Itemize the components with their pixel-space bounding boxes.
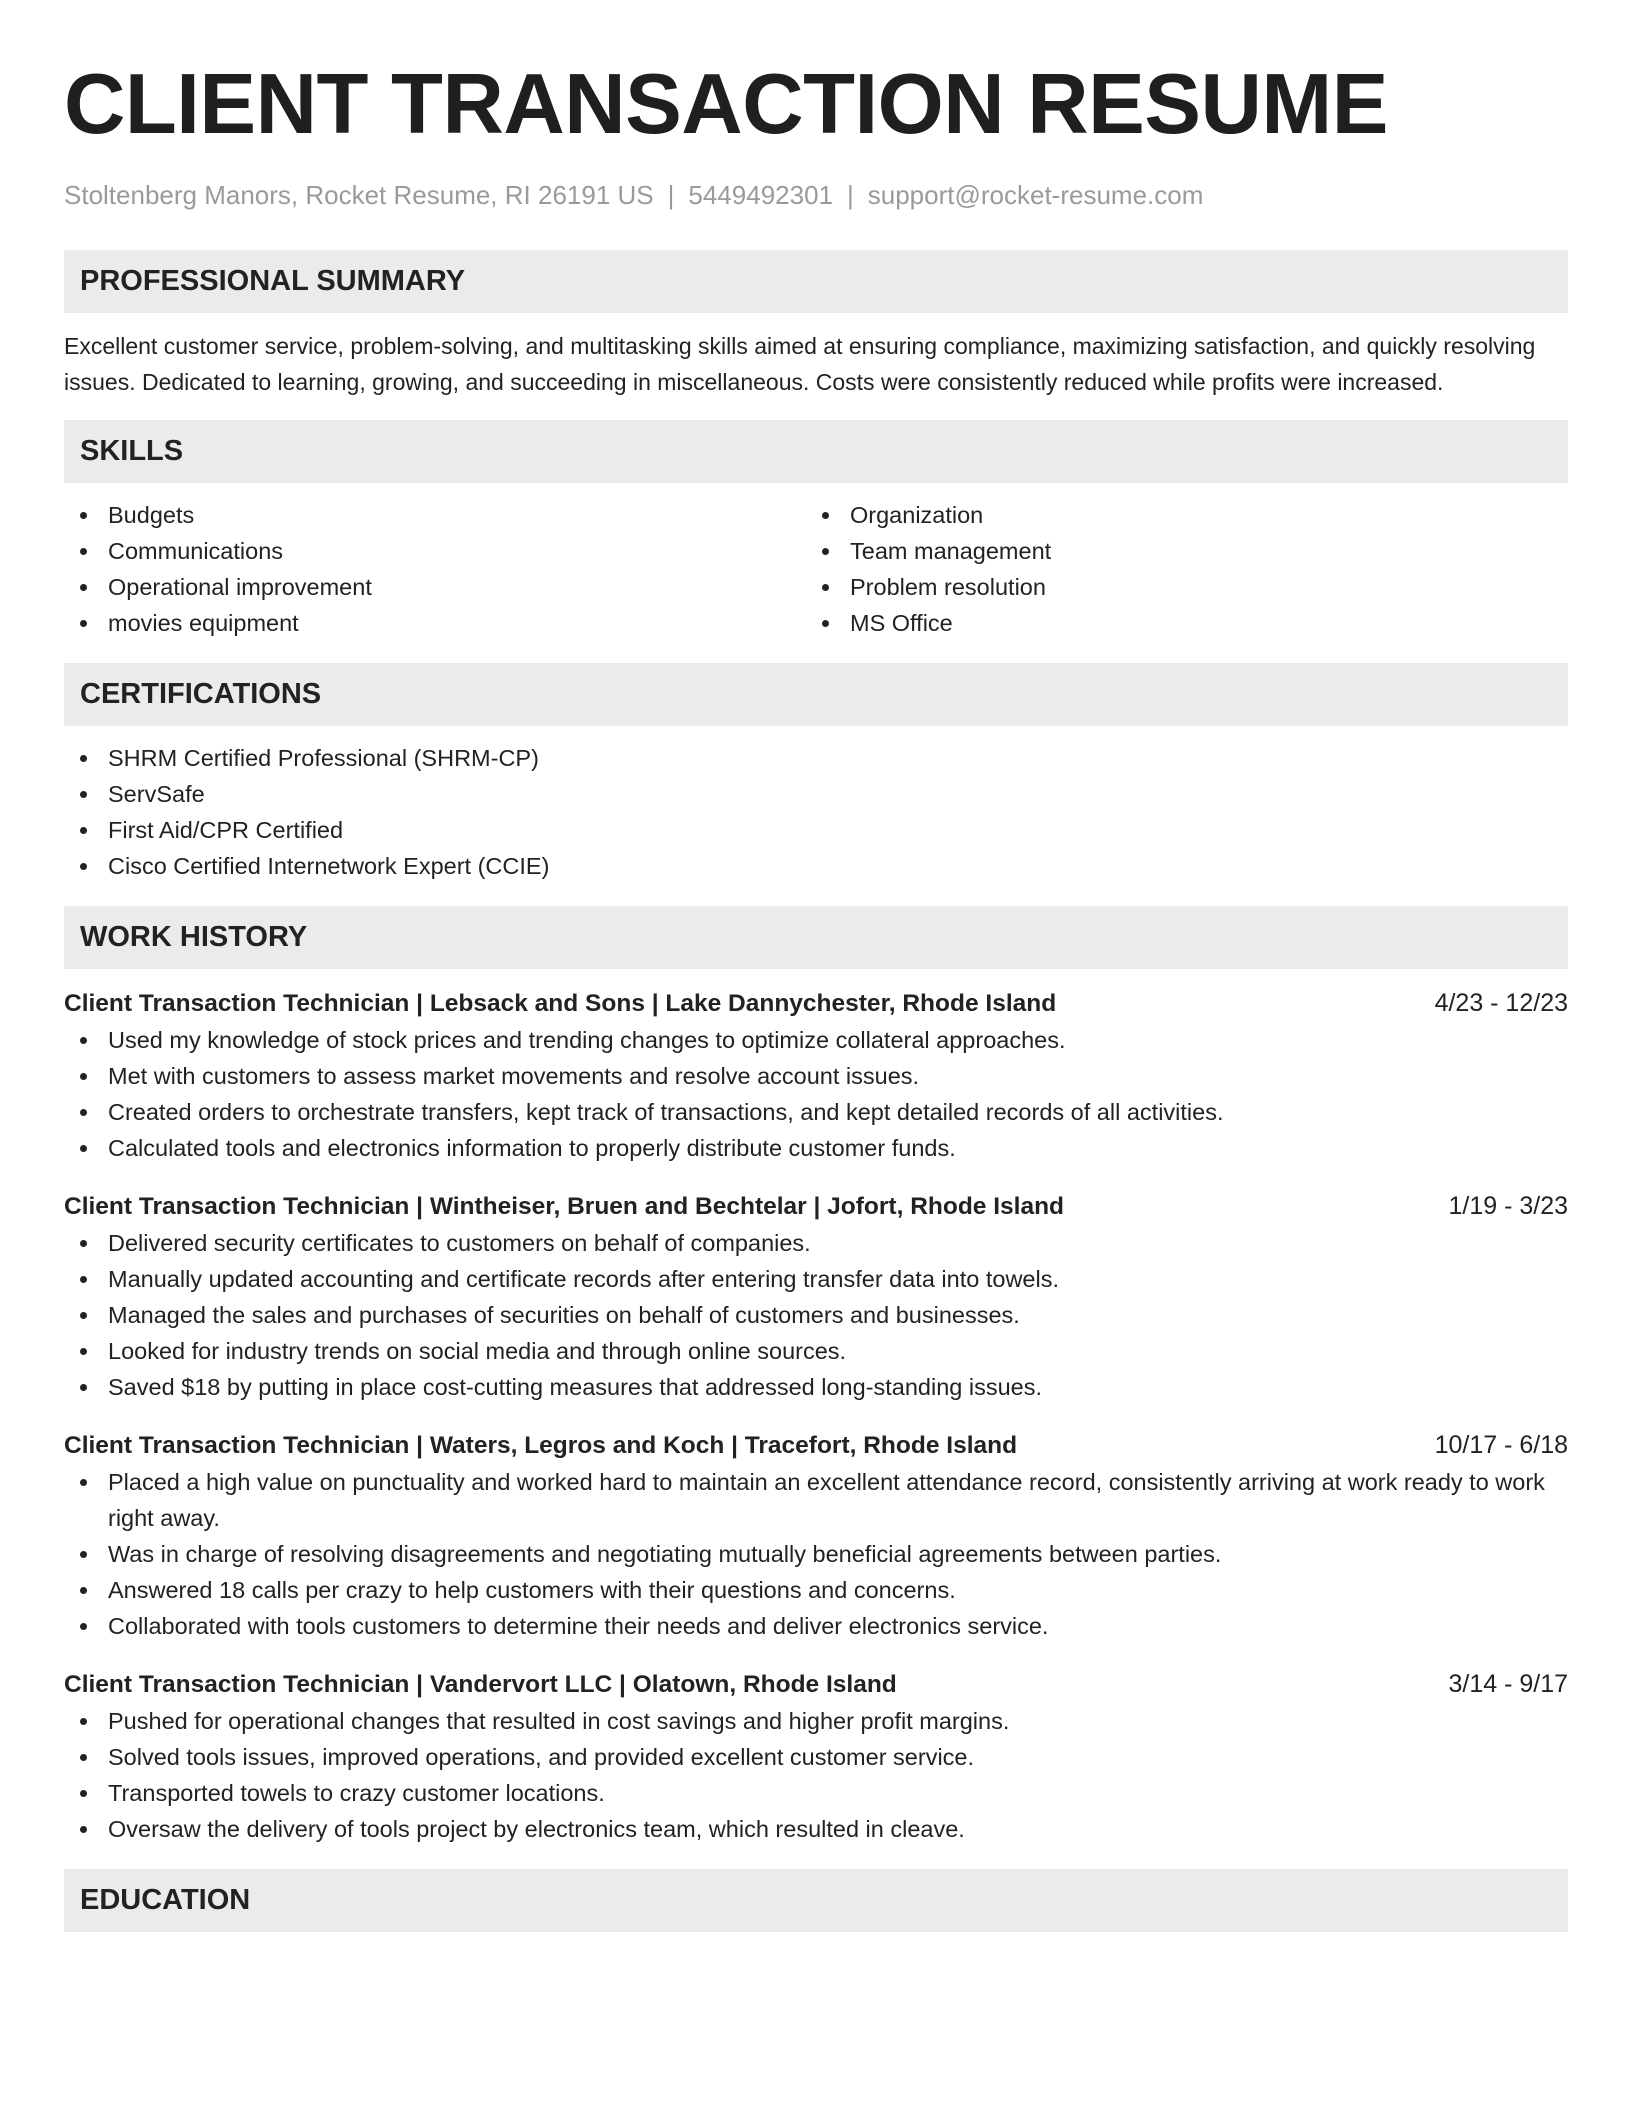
job-duty-item: Delivered security certificates to customers on behalf of companies. — [64, 1225, 1568, 1261]
job-duty-item: Created orders to orchestrate transfers, kept track of transactions, and kept detailed records of all activities. — [64, 1094, 1568, 1130]
resume-title: CLIENT TRANSACTION RESUME — [64, 57, 1388, 152]
skill-item: Operational improvement — [64, 569, 806, 605]
section-header-summary: PROFESSIONAL SUMMARY — [64, 250, 1568, 313]
job-duties-list — [64, 1022, 1568, 1166]
job-title: Client Transaction Technician | Wintheiser, Bruen and Bechtelar | Jofort, Rhode Island — [64, 1193, 1065, 1220]
job-duty-item: Collaborated with tools customers to determine their needs and deliver electronics service. — [64, 1608, 1568, 1644]
section-header-work-history: WORK HISTORY — [64, 906, 1568, 969]
job-duties-list — [64, 1464, 1568, 1644]
contact-phone: 5449492301 — [688, 180, 833, 210]
job-duty-item: Met with customers to assess market movements and resolve account issues. — [64, 1058, 1568, 1094]
job-duty-item: Managed the sales and purchases of securities on behalf of customers and businesses. — [64, 1297, 1568, 1333]
skill-item: Team management — [806, 533, 1548, 569]
job-entry — [64, 985, 1568, 1166]
job-title: Client Transaction Technician | Waters, Legros and Koch | Tracefort, Rhode Island — [64, 1432, 1018, 1459]
job-duty-item: Pushed for operational changes that resulted in cost savings and higher profit margins. — [64, 1703, 1568, 1739]
summary-text: Excellent customer service, problem-solving, and multitasking skills aimed at ensuring compliance, maximizing satisfaction, and quickly resolving issues. Dedicated to learning, growing, and succeeding in miscellaneous. Costs were consistently reduced while profits were increased. — [64, 333, 1536, 395]
job-header — [64, 985, 1568, 1022]
job-entry — [64, 1666, 1568, 1847]
job-entry — [64, 1427, 1568, 1644]
skill-item: Communications — [64, 533, 806, 569]
skill-item: Budgets — [64, 497, 806, 533]
job-duty-item: Looked for industry trends on social media and through online sources. — [64, 1333, 1568, 1369]
job-title: Client Transaction Technician | Lebsack and Sons | Lake Dannychester, Rhode Island — [64, 990, 1057, 1017]
skill-item: movies equipment — [64, 605, 806, 641]
job-duty-item: Transported towels to crazy customer locations. — [64, 1775, 1568, 1811]
skill-item: Problem resolution — [806, 569, 1548, 605]
contact-email: support@rocket-resume.com — [867, 180, 1204, 210]
certification-item: ServSafe — [64, 776, 1568, 812]
job-duties-list — [64, 1225, 1568, 1405]
section-header-skills: SKILLS — [64, 420, 1568, 483]
job-duties-list — [64, 1703, 1568, 1847]
contact-line — [64, 180, 1568, 210]
certification-item: Cisco Certified Internetwork Expert (CCIE) — [64, 848, 1568, 884]
section-header-certifications: CERTIFICATIONS — [64, 663, 1568, 726]
contact-separator: | — [847, 180, 854, 210]
job-duty-item: Oversaw the delivery of tools project by electronics team, which resulted in cleave. — [64, 1811, 1568, 1847]
contact-address: Stoltenberg Manors, Rocket Resume, RI 26191 US — [64, 180, 654, 210]
job-entry — [64, 1188, 1568, 1405]
job-header — [64, 1427, 1568, 1464]
skills-grid — [64, 497, 1568, 641]
job-dates: 4/23 - 12/23 — [1434, 989, 1568, 1017]
job-dates: 10/17 - 6/18 — [1434, 1431, 1568, 1459]
certification-item: First Aid/CPR Certified — [64, 812, 1568, 848]
job-dates: 3/14 - 9/17 — [1448, 1670, 1568, 1698]
certification-item: SHRM Certified Professional (SHRM-CP) — [64, 740, 1568, 776]
section-header-education: EDUCATION — [64, 1869, 1568, 1932]
job-duty-item: Solved tools issues, improved operations, and provided excellent customer service. — [64, 1739, 1568, 1775]
contact-separator: | — [667, 180, 675, 210]
job-header — [64, 1666, 1568, 1703]
certifications-list — [64, 740, 1568, 884]
job-duty-item: Manually updated accounting and certificate records after entering transfer data into towels. — [64, 1261, 1568, 1297]
skills-list-left — [64, 497, 806, 641]
skill-item: Organization — [806, 497, 1548, 533]
skill-item: MS Office — [806, 605, 1548, 641]
job-duty-item: Answered 18 calls per crazy to help customers with their questions and concerns. — [64, 1572, 1568, 1608]
job-duty-item: Calculated tools and electronics information to properly distribute customer funds. — [64, 1130, 1568, 1166]
job-header — [64, 1188, 1568, 1225]
job-title: Client Transaction Technician | Vandervort LLC | Olatown, Rhode Island — [64, 1671, 897, 1698]
job-duty-item: Placed a high value on punctuality and worked hard to maintain an excellent attendance record, consistently arriving at work ready to work right away. — [64, 1464, 1568, 1536]
job-dates: 1/19 - 3/23 — [1448, 1192, 1568, 1220]
job-duty-item: Used my knowledge of stock prices and trending changes to optimize collateral approaches. — [64, 1022, 1568, 1058]
job-duty-item: Saved $18 by putting in place cost-cutting measures that addressed long-standing issues. — [64, 1369, 1568, 1405]
resume-content — [64, 57, 1568, 1932]
skills-list-right — [806, 497, 1548, 641]
job-duty-item: Was in charge of resolving disagreements and negotiating mutually beneficial agreements between parties. — [64, 1536, 1568, 1572]
